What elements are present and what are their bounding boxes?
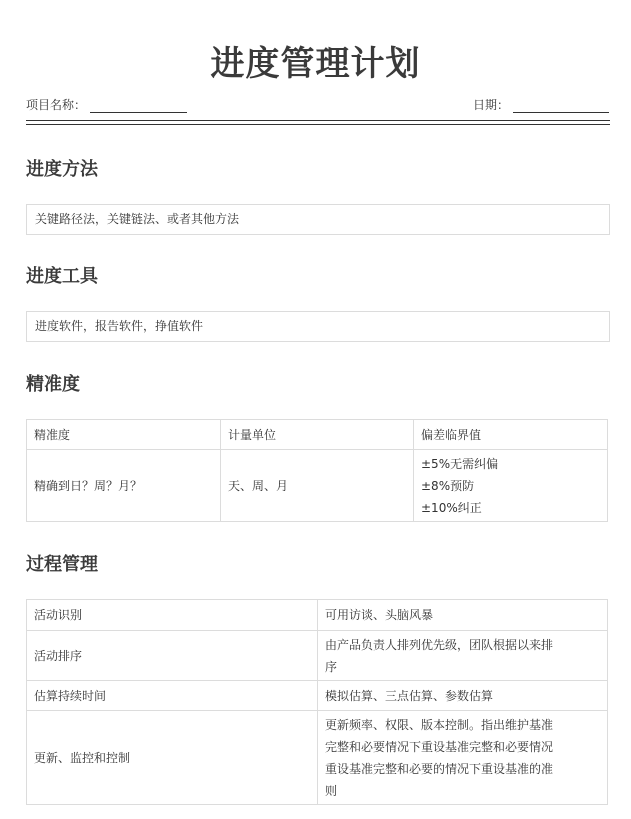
method-textbox[interactable]: 关键路径法，关键链法、或者其他方法	[26, 204, 610, 235]
process-item-cell[interactable]: 活动识别	[27, 600, 318, 631]
section-heading-process: 过程管理	[26, 554, 98, 575]
table-row	[27, 631, 608, 681]
process-item-cell[interactable]: 活动排序	[27, 631, 318, 681]
date-field	[473, 96, 609, 113]
col-header-unit: 计量单位	[221, 420, 414, 450]
table-row	[27, 711, 608, 805]
table-header-row	[27, 420, 608, 450]
process-item-cell[interactable]: 估算持续时间	[27, 681, 318, 711]
header-divider-2	[26, 124, 610, 125]
col-header-threshold: 偏差临界值	[414, 420, 608, 450]
table-row	[27, 450, 608, 522]
threshold-line: ±8%预防	[421, 478, 475, 493]
date-label: 日期：	[473, 98, 510, 112]
desc-line: 更新频率、权限、版本控制。指出维护基准	[325, 717, 554, 732]
table-row	[27, 681, 608, 711]
process-desc-cell[interactable]: 可用访谈、头脑风暴	[318, 600, 608, 631]
desc-line: 重设基准完整和必要的情况下重设基准的准	[325, 761, 554, 776]
desc-line: 由产品负责人排列优先级，团队根据以来排	[325, 637, 554, 652]
desc-line: 完整和必要情况下重设基准完整和必要情况	[325, 739, 554, 754]
threshold-line: ±5%无需纠偏	[421, 456, 499, 471]
process-desc-cell[interactable]: 模拟估算、三点估算、参数估算	[318, 681, 608, 711]
process-desc-cell[interactable]	[318, 631, 608, 681]
desc-line: 则	[325, 783, 338, 798]
project-name-blank[interactable]	[90, 99, 187, 113]
desc-line: 序	[325, 659, 338, 674]
project-name-label: 项目名称：	[26, 98, 87, 112]
threshold-line: ±10%纠正	[421, 500, 482, 515]
header-divider	[26, 120, 610, 121]
date-blank[interactable]	[513, 99, 609, 113]
section-heading-tools: 进度工具	[26, 266, 98, 287]
process-desc-cell[interactable]	[318, 711, 608, 805]
tools-textbox[interactable]: 进度软件，报告软件，挣值软件	[26, 311, 610, 342]
accuracy-table	[26, 419, 608, 522]
accuracy-cell[interactable]: 精确到日？周？月？	[27, 450, 221, 522]
project-name-field	[26, 96, 187, 113]
table-row	[27, 600, 608, 631]
section-heading-accuracy: 精准度	[26, 374, 80, 395]
process-item-cell[interactable]: 更新、监控和控制	[27, 711, 318, 805]
section-heading-method: 进度方法	[26, 159, 98, 180]
page-title: 进度管理计划	[210, 44, 421, 84]
process-table	[26, 599, 608, 805]
threshold-cell[interactable]	[414, 450, 608, 522]
unit-cell[interactable]: 天、周、月	[221, 450, 414, 522]
col-header-accuracy: 精准度	[27, 420, 221, 450]
